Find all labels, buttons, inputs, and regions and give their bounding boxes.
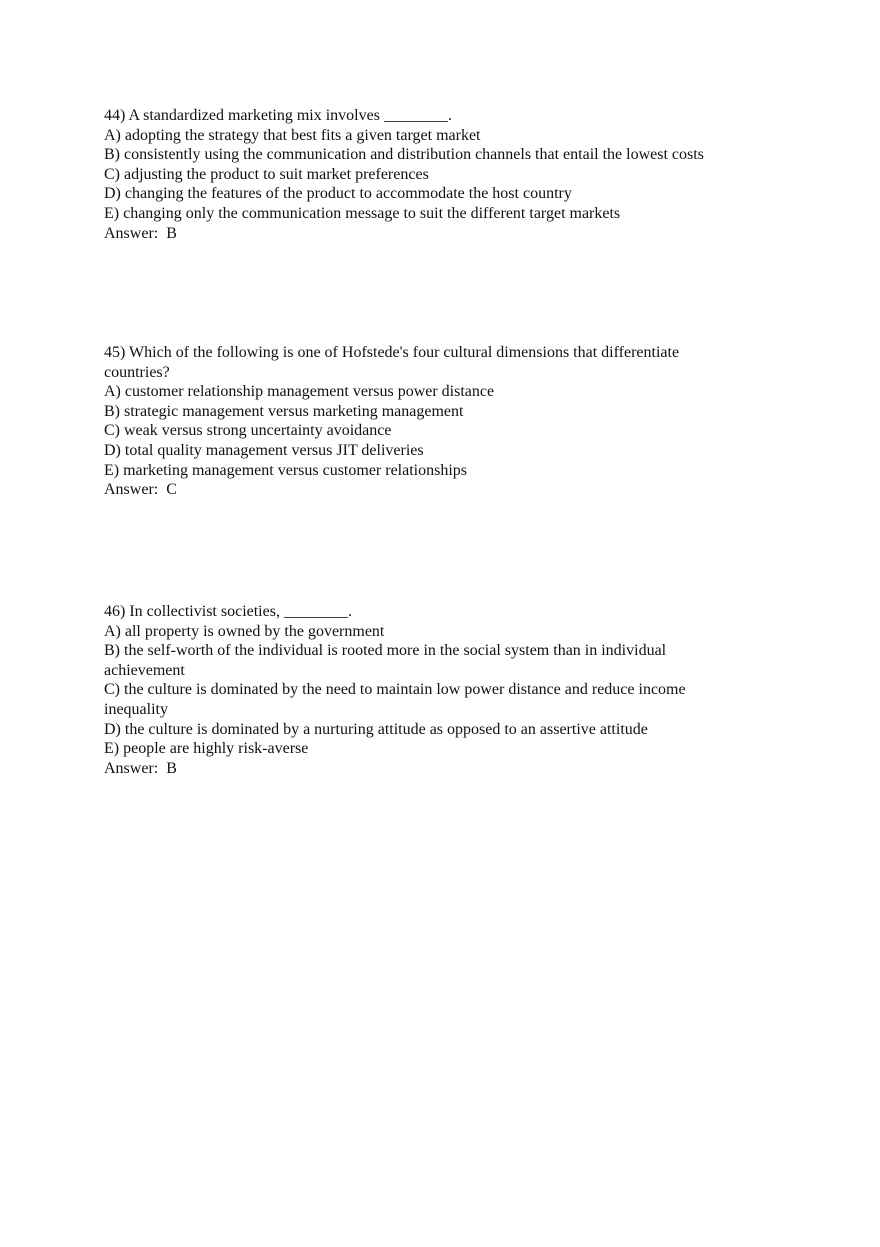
answer-label: Answer: bbox=[104, 759, 159, 777]
answer-line bbox=[104, 759, 744, 779]
answer-label: Answer: bbox=[104, 224, 159, 242]
answer-line bbox=[104, 224, 744, 244]
option-e: E) changing only the communication message to suit the different target markets bbox=[104, 204, 621, 222]
option-a: A) customer relationship management versus power distance bbox=[104, 383, 495, 401]
option-d: D) the culture is dominated by a nurturing attitude as opposed to an assertive attitude bbox=[104, 720, 648, 738]
option-a: A) all property is owned by the government bbox=[104, 622, 385, 640]
option-c: C) weak versus strong uncertainty avoidance bbox=[104, 422, 392, 440]
question-44 bbox=[104, 106, 744, 243]
option-e: E) marketing management versus customer relationships bbox=[104, 461, 468, 479]
option-a: A) adopting the strategy that best fits a given target market bbox=[104, 126, 481, 144]
option-d: D) total quality management versus JIT deliveries bbox=[104, 441, 424, 459]
answer-label: Answer: bbox=[104, 481, 159, 499]
question-stem: 46) In collectivist societies, ________. bbox=[104, 603, 352, 620]
question-stem: 45) Which of the following is one of Hofstede's four cultural dimensions that differentiate countries? bbox=[104, 344, 680, 381]
question-45 bbox=[104, 343, 744, 500]
option-c: C) adjusting the product to suit market preferences bbox=[104, 165, 429, 183]
question-stem: 44) A standardized marketing mix involves ________. bbox=[104, 107, 452, 124]
answer-value: B bbox=[166, 759, 177, 777]
answer-line bbox=[104, 480, 744, 500]
answer-value: B bbox=[166, 224, 177, 242]
answer-value: C bbox=[166, 481, 177, 499]
option-b: B) strategic management versus marketing management bbox=[104, 402, 464, 420]
option-d: D) changing the features of the product to accommodate the host country bbox=[104, 185, 572, 203]
option-e: E) people are highly risk-averse bbox=[104, 740, 309, 758]
option-b: B) the self-worth of the individual is rooted more in the social system than in individual achievement bbox=[104, 642, 667, 679]
question-46 bbox=[104, 602, 744, 778]
option-b: B) consistently using the communication and distribution channels that entail the lowest costs bbox=[104, 146, 704, 164]
option-c: C) the culture is dominated by the need to maintain low power distance and reduce income inequality bbox=[104, 681, 686, 718]
